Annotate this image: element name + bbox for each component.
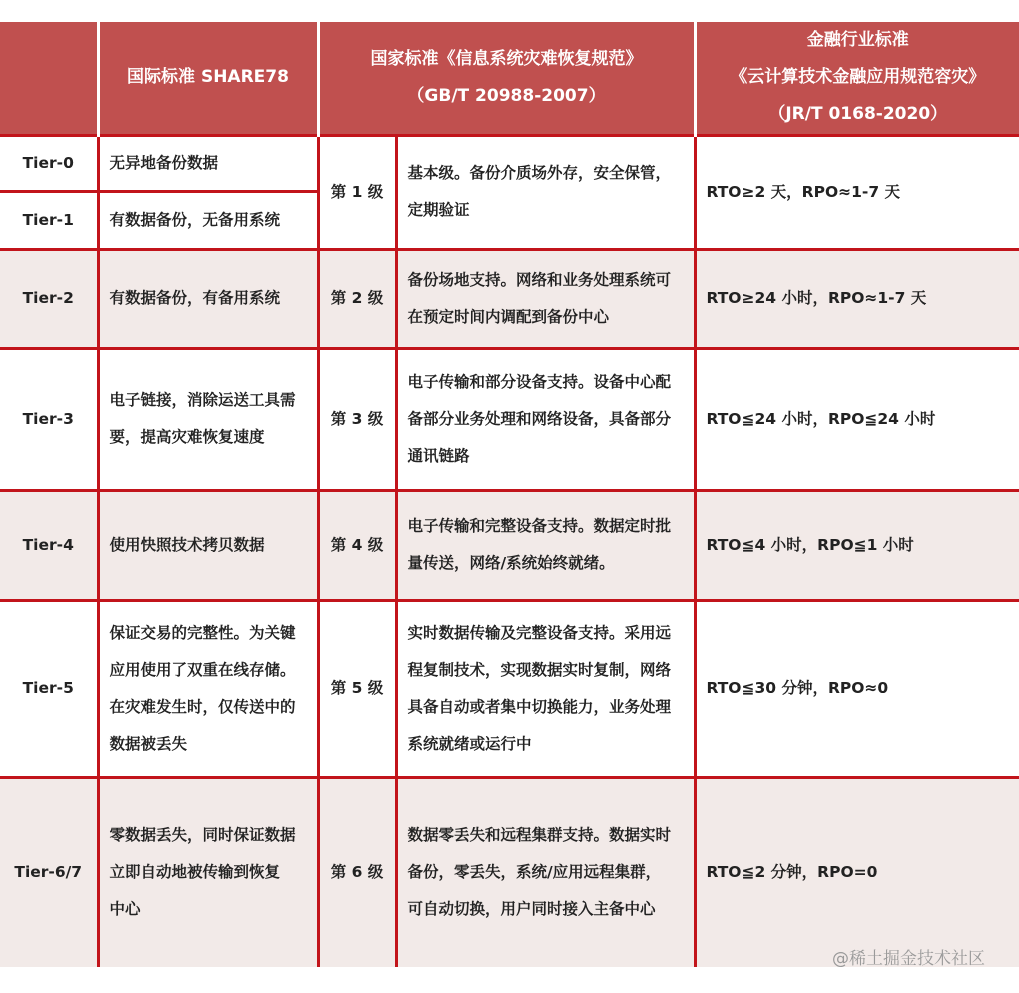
national-cell: 电子传输和部分设备支持。设备中心配 备部分业务处理和网络设备，具备部分 通讯链路 [396,348,695,490]
national-cell: 电子传输和完整设备支持。数据定时批 量传送，网络/系统始终就绪。 [396,490,695,600]
finance-cell: RTO≦24 小时，RPO≦24 小时 [695,348,1019,490]
level-cell: 第 2 级 [318,249,396,348]
national-cell: 备份场地支持。网络和业务处理系统可 在预定时间内调配到备份中心 [396,249,695,348]
national-cell: 实时数据传输及完整设备支持。采用远 程复制技术，实现数据实时复制，网络 具备自动或者集中切换能力，业务处理 系统就绪或运行中 [396,600,695,777]
header-tier [0,22,98,135]
level-cell: 第 1 级 [318,135,396,249]
table-row [0,249,1019,348]
share-cell: 使用快照技术拷贝数据 [98,490,318,600]
table-row [0,348,1019,490]
watermark: @稀土掘金技术社区 [832,949,985,969]
finance-cell: RTO≦4 小时，RPO≦1 小时 [695,490,1019,600]
national-cell: 基本级。备份介质场外存，安全保管， 定期验证 [396,135,695,249]
tier-cell: Tier-4 [0,490,98,600]
tier-cell: Tier-0 [0,135,98,191]
table-row [0,600,1019,777]
header-row [0,22,1019,135]
dr-standards-table [0,22,1019,967]
finance-cell: RTO≦30 分钟，RPO≈0 [695,600,1019,777]
table-row [0,490,1019,600]
level-cell: 第 4 级 [318,490,396,600]
level-cell: 第 6 级 [318,777,396,967]
header-finance: 金融行业标准 《云计算技术金融应用规范容灾》 （JR/T 0168-2020） [695,22,1019,135]
table-row [0,777,1019,967]
share-cell: 无异地备份数据 [98,135,318,191]
tier-cell: Tier-3 [0,348,98,490]
share-cell: 保证交易的完整性。为关键 应用使用了双重在线存储。 在灾难发生时，仅传送中的 数据被丢失 [98,600,318,777]
tier-cell: Tier-5 [0,600,98,777]
share-cell: 零数据丢失，同时保证数据 立即自动地被传输到恢复 中心 [98,777,318,967]
tier-cell: Tier-1 [0,191,98,249]
tier-cell: Tier-2 [0,249,98,348]
table-row [0,135,1019,191]
header-national: 国家标准《信息系统灾难恢复规范》 （GB/T 20988-2007） [318,22,695,135]
tier-cell: Tier-6/7 [0,777,98,967]
level-cell: 第 5 级 [318,600,396,777]
share-cell: 有数据备份，有备用系统 [98,249,318,348]
national-cell: 数据零丢失和远程集群支持。数据实时 备份，零丢失，系统/应用远程集群， 可自动切换，用户同时接入主备中心 [396,777,695,967]
share-cell: 电子链接，消除运送工具需 要，提高灾难恢复速度 [98,348,318,490]
share-cell: 有数据备份，无备用系统 [98,191,318,249]
finance-cell: RTO≥24 小时，RPO≈1-7 天 [695,249,1019,348]
finance-cell: RTO≥2 天，RPO≈1-7 天 [695,135,1019,249]
header-share78: 国际标准 SHARE78 [98,22,318,135]
level-cell: 第 3 级 [318,348,396,490]
finance-cell: RTO≦2 分钟，RPO=0 [695,777,1019,967]
